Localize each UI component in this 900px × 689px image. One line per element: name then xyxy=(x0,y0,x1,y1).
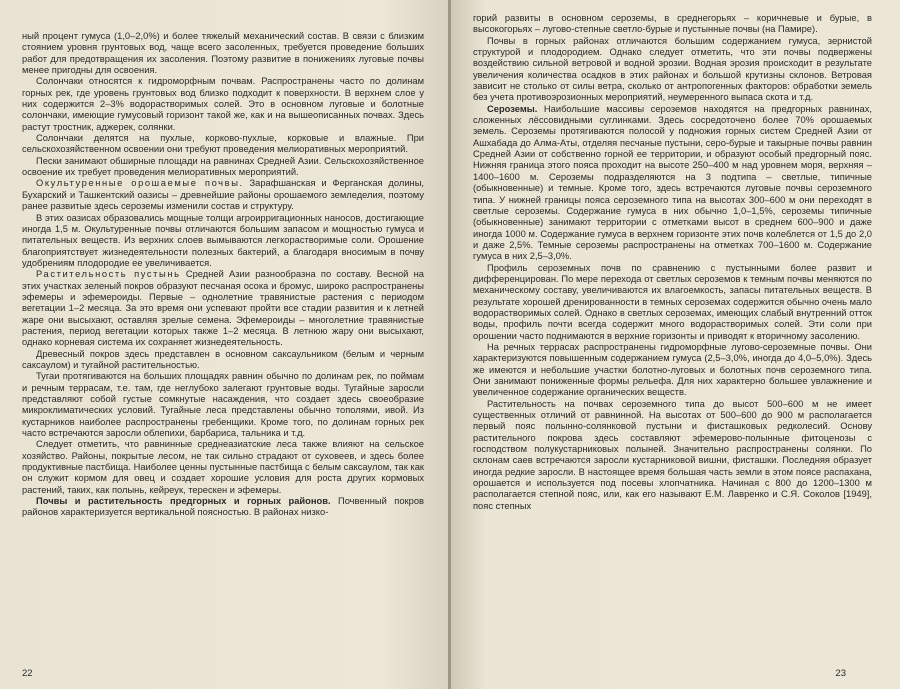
section-label-serozem: Сероземы. xyxy=(487,103,538,114)
left-page xyxy=(0,0,448,689)
paragraph-serozem-text: Наибольшие массивы сероземов находятся на предгорных равнинах, сложенных лёссовидными суглинками. Здесь сосредоточено более 70% орошаемых земель. Сероземы протягиваются полосой у подножия горных систем Средней Азии от Ашхабада до Алма-Аты, отделяя песчаные пустыни, серо-бурые и такырные почвы равнин Средней Азии от собственно горной ее территории, и образуют особый предгорный пояс. Нижняя граница этого пояса проходит на высоте 250–400 м над уровнем моря, верхняя – 1400–1600 м. Сероземы подразделяются на 3 подтипа – светлые, типичные (обыкновенные) и темные. Кроме того, здесь встречаются луговые почвы сероземного типа. У нижней границы пояса сероземного типа на высотах 300–600 м они переходят в светлые сероземы. Содержание гумуса в них обычно 1,0–1,5%, сероземы типичные (обыкновенные) занимают территории с отметками высот в среднем 600–900 и даже иногда 1000 м. Содержание гумуса в верхнем горизонте этих почв колеблется от 1,5 до 2,0 и даже 2,5%. Темные сероземы распространены на отметках 700–1600 м. Содержание гумуса в них 2,5–3,0%. xyxy=(473,103,872,262)
paragraph: Тугаи протягиваются на больших площадях равнин обычно по долинам рек, по поймам и речным террасам, т.е. там, где неглубоко залегают грунтовые воды. Тугайные заросли представляют собой густые сомкнутые насаждения, что создает здесь своеобразие микроклиматических условий. Тугайные леса представлены обычно тополями, ивой. Из кустарников наиболее распространены гребенщики. Кроме того, по долинам горных рек часто встречаются заросли облепихи, барбариса, тальника и т.д. xyxy=(22,371,424,439)
section-label-vegetation: Растительность пустынь xyxy=(36,269,181,280)
paragraph: Почвы в горных районах отличаются большим содержанием гумуса, зернистой структурой и плодородием. Однако следует отметить, что эти почвы подвержены воздействию сильной ветровой и водной эрозии. Водная эрозия происходит в результате увеличения количества осадков в этих районах и большой крутизны склонов. Ветровая зависит не столько от силы ветра, сколько от антропогенных факторов: обработки земель без учета противоэрозионных мероприятий, неумеренного выпаса скота и т.д. xyxy=(473,35,872,103)
paragraph-vegetation-text: Средней Азии разнообразна по составу. Весной на этих участках зеленый покров образуют песчаная осока и бромус, широко распространены эфемеры и эфемероиды. Первые – однолетние травянистые растения с периодом вегетации 1–2 месяца. За это время они успевают пройти все стадии развития и к летней жаре они высыхают, оставляя зрелые семена. Эфемероиды – многолетние травянистые растения, период вегетации которых также 1–2 месяца. В летнюю жару они высыхают, однако корневая система их сохраняет жизнедеятельность. xyxy=(22,269,424,348)
paragraph-serozem xyxy=(473,104,872,263)
paragraph: На речных террасах распространены гидроморфные лугово-сероземные почвы. Они характеризуются повышенным содержанием гумуса (2,5–3,0%, иногда до 4,0–5,0%). Здесь же имеются и небольшие участки болотно-луговых и болотных почв сероземного типа. Они занимают пониженные формы рельефа. Для них характерно большее увлажнение и увеличенное содержание органических веществ. xyxy=(473,341,872,398)
paragraph: Растительность на почвах сероземного типа до высот 500–600 м не имеет существенных отличий от равнинной. На высотах от 500–600 до 900 м располагается первый пояс полынно-солянковой пустыни и фисташковых редколесий. Основу растительного покрова здесь составляют эфемерово-полынные фитоценозы с господством полукустарниковых полыней. Значительно распространены солянки. По склонам саев встречаются заросли кустарниковой вишни, фисташки. Последняя образует иногда редкие заросли. В настоящее время большая часть земли в этом поясе распахана, орошается и используется под посевы хлопчатника. Начиная с 800 до 1200–1300 м располагается степной пояс, или, как его называют Е.М. Лавренко и С.Я. Соколов [1949], пояс степных xyxy=(473,398,872,511)
paragraph: Древесный покров здесь представлен в основном саксаульником (белым и черным саксаулом) и тугайной растительностью. xyxy=(22,348,424,370)
paragraph: Пески занимают обширные площади на равнинах Средней Азии. Сельскохозяйственное освоение их требует проведения мелиоративных мероприятий. xyxy=(22,155,424,178)
page-number-left: 22 xyxy=(22,667,33,679)
paragraph-vegetation xyxy=(22,269,424,348)
page-number-right: 23 xyxy=(835,667,846,679)
paragraph: ный процент гумуса (1,0–2,0%) и более тяжелый механический состав. В связи с близким стоянием уровня грунтовых вод, чаще всего засоленных, требуется проведение больших работ для предотвращения их засоления. Поэтому развитие в понижениях луговые почвы менее пригодны для освоения. xyxy=(22,31,424,76)
paragraph: горий развиты в основном сероземы, в среднегорьях – коричневые и бурые, в высокогорьях – лугово-степные светло-бурые и пустынные почвы (на Памире). xyxy=(473,13,872,35)
paragraph: Солончаки делятся на пухлые, корково-пухлые, корковые и влажные. При сельскохозяйственном освоении они требуют проведения мелиоративных мероприятий. xyxy=(22,133,424,155)
paragraph: Солончаки относятся к гидроморфным почвам. Распространены часто по долинам горных рек, где уровень грунтовых вод близко подходит к поверхности. В верхнем слое у них содержится 2–3% водорастворимых солей. Это в основном луговые и болотные солончаки, имеющие гумусовый горизонт такой же, как и на вышеописанных почвах. Здесь растут тростник, аджерек, солянки. xyxy=(22,76,424,132)
paragraph-mountain-text: Почвенный покров районов характеризуется вертикальной поясностью. В районах низко- xyxy=(22,496,424,518)
paragraph-mountain xyxy=(22,496,424,519)
section-label-oases: Окультуренные орошаемые почвы. xyxy=(36,178,244,189)
paragraph: Профиль сероземных почв по сравнению с пустынными более развит и дифференцирован. По мере перехода от светлых сероземов к темным почвы меняются по механическому составу, увеличиваются их влагоемкость, запасы питательных веществ. В результате хорошей дренированности в темных сероземах содержится обычно очень мало водорастворимых солей. Однако в светлых сероземах, имеющих слабый внутренний отток воды, профиль почти всегда содержит много водорастворимых солей. Эти соли при орошении часто поднимаются в верхние горизонты и приводят к вторичному засолению. xyxy=(473,262,872,341)
paragraph-oases-text: Зарафшанская и Ферганская долины, Бухарский и Ташкентский оазисы – древнейшие районы орошаемого земледелия, поэтому ранее развитые здесь сероземы изменили состав и структуру. xyxy=(22,178,425,212)
section-label-mountain: Почвы и растительность предгорных и горных районов. xyxy=(36,496,331,507)
paragraph: Следует отметить, что равнинные среднеазиатские леса также влияют на сельское хозяйство. Районы, покрытые лесом, не так сильно страдают от суховеев, и здесь более продуктивные пастбища. Наиболее ценны пустынные пастбища с белым саксаулом, так как он служит кормом для овец и создает хорошие условия для роста других кормовых растений, таких, как полынь, кейреук, терескен и эфемеры. xyxy=(22,439,424,495)
paragraph: В этих оазисах образовались мощные толщи агроирригационных наносов, достигающие иногда 1,5 м. Окультуренные почвы отличаются большим запасом и мощностью гумуса и питательных веществ. Из верхних слоев вымываются легкорастворимые соли. Орошение благоприятствует жизнедеятельности полезных бактерий, а благодаря вносимым в почву удобрениям плодородие ее увеличивается. xyxy=(22,212,424,268)
paragraph-oases xyxy=(22,178,424,212)
right-page xyxy=(451,0,900,689)
